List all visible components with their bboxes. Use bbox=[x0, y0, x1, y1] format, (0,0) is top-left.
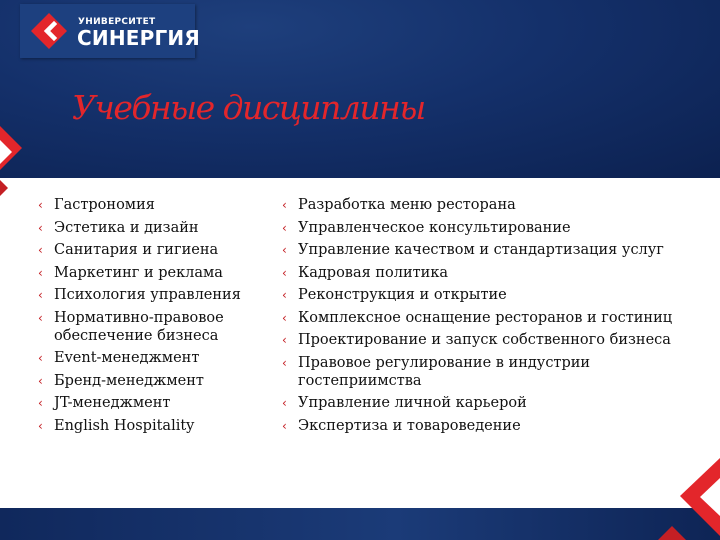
list-item: ‹ Санитария и гигиена bbox=[38, 239, 253, 262]
slide-title: Учебные дисциплины bbox=[72, 88, 425, 127]
list-item: ‹ Правовое регулирование в индустрии гостеприимства bbox=[282, 352, 692, 393]
list-item: ‹ Психология управления bbox=[38, 284, 253, 307]
synergy-logo-icon bbox=[30, 12, 68, 50]
disciplines-list-left bbox=[38, 194, 253, 437]
list-item: ‹ Разработка меню ресторана bbox=[282, 194, 692, 217]
list-item: ‹ Маркетинг и реклама bbox=[38, 262, 253, 285]
bullet-icon: ‹ bbox=[282, 333, 287, 347]
list-item: ‹ Гастрономия bbox=[38, 194, 253, 217]
bullet-icon: ‹ bbox=[38, 396, 43, 410]
bullet-icon: ‹ bbox=[282, 355, 287, 370]
list-item: ‹ Управление качеством и стандартизация услуг bbox=[282, 239, 692, 262]
bullet-icon: ‹ bbox=[38, 243, 43, 257]
bullet-icon: ‹ bbox=[38, 198, 43, 212]
list-item: ‹ Бренд-менеджмент bbox=[38, 370, 253, 393]
list-item: ‹ Реконструкция и открытие bbox=[282, 284, 692, 307]
right-diamond-decoration bbox=[642, 452, 720, 540]
list-item: ‹ Управление личной карьерой bbox=[282, 392, 692, 415]
logo-brand-text: СИНЕРГИЯ bbox=[77, 26, 200, 50]
bullet-icon: ‹ bbox=[282, 418, 287, 433]
bullet-icon: ‹ bbox=[38, 265, 43, 280]
disciplines-list-right bbox=[282, 194, 692, 437]
list-item: ‹ Управленческое консультирование bbox=[282, 217, 692, 240]
bullet-icon: ‹ bbox=[38, 310, 43, 325]
list-item: ‹ Эстетика и дизайн bbox=[38, 217, 253, 240]
list-item: ‹ Проектирование и запуск собственного бизнеса bbox=[282, 329, 692, 352]
list-item: ‹ JT-менеджмент bbox=[38, 392, 253, 415]
footer-band bbox=[0, 508, 720, 540]
bullet-icon: ‹ bbox=[282, 243, 287, 257]
list-item: ‹ Нормативно-правовое обеспечение бизнеса bbox=[38, 307, 253, 348]
bullet-icon: ‹ bbox=[38, 351, 43, 365]
bullet-icon: ‹ bbox=[282, 198, 287, 212]
bullet-icon: ‹ bbox=[282, 288, 287, 302]
bullet-icon: ‹ bbox=[38, 418, 43, 433]
list-item: ‹ Event-менеджмент bbox=[38, 347, 253, 370]
bullet-icon: ‹ bbox=[282, 220, 287, 235]
list-item: ‹ Экспертиза и товароведение bbox=[282, 415, 692, 438]
list-item: ‹ Кадровая политика bbox=[282, 262, 692, 285]
bullet-icon: ‹ bbox=[38, 373, 43, 388]
bullet-icon: ‹ bbox=[282, 396, 287, 410]
bullet-icon: ‹ bbox=[38, 288, 43, 302]
left-diamond-decoration bbox=[0, 126, 22, 226]
university-logo bbox=[20, 4, 200, 58]
bullet-icon: ‹ bbox=[282, 265, 287, 280]
list-item: ‹ Комплексное оснащение ресторанов и гостиниц bbox=[282, 307, 692, 330]
bullet-icon: ‹ bbox=[282, 310, 287, 325]
list-item: ‹ English Hospitality bbox=[38, 415, 253, 438]
logo-university-text: УНИВЕРСИТЕТ bbox=[78, 17, 156, 27]
bullet-icon: ‹ bbox=[38, 220, 43, 235]
